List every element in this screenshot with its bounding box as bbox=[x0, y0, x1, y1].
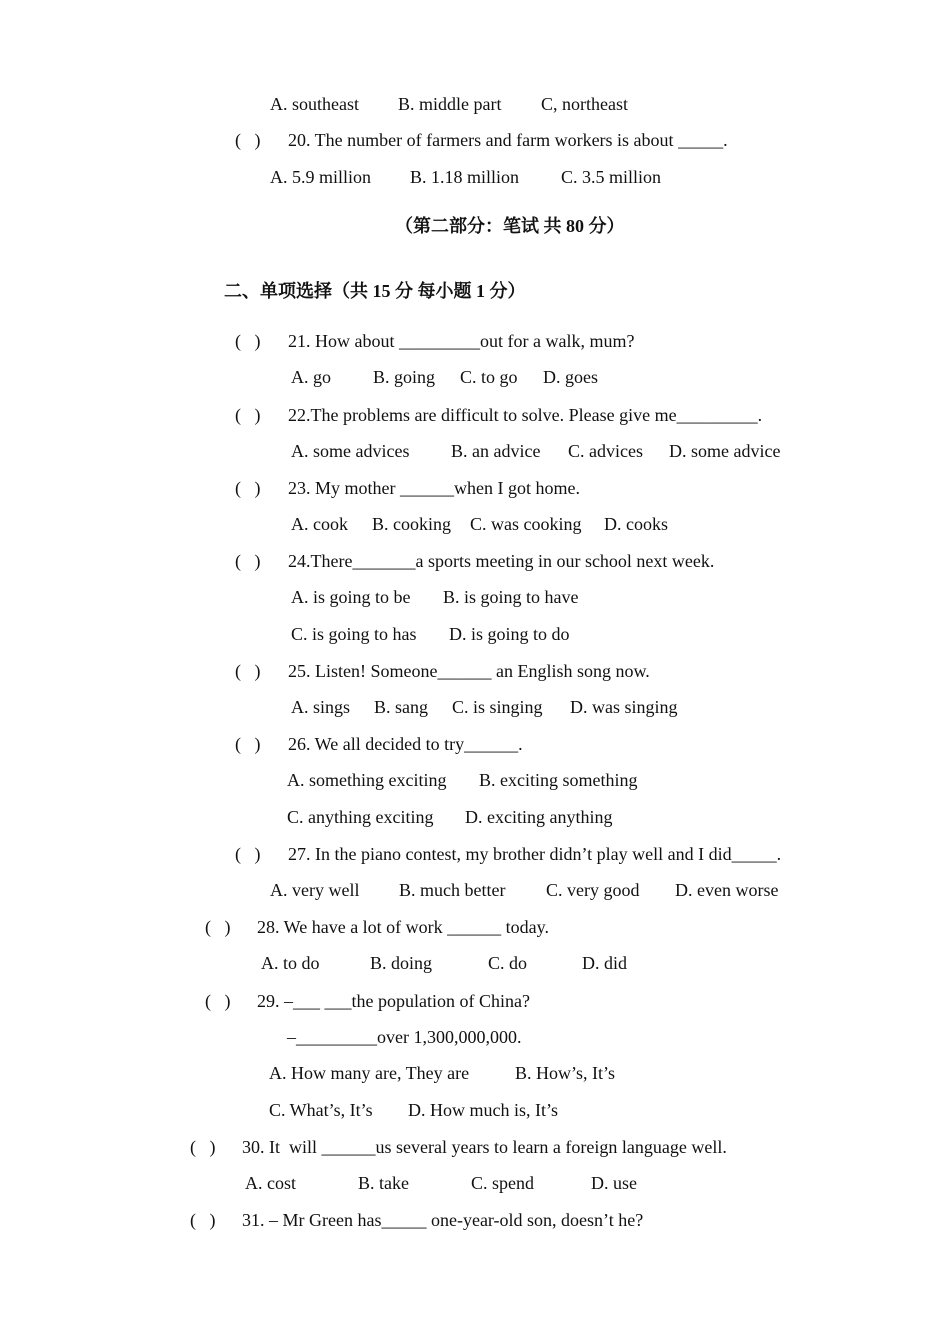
q30-question: 30. It will ______us several years to learn a foreign language well. bbox=[242, 1137, 727, 1157]
q21-option-a: A. go bbox=[291, 367, 331, 387]
q20-blank: _____ bbox=[678, 130, 724, 150]
q20-option-b: B. 1.18 million bbox=[410, 167, 520, 187]
q24-option-d: D. is going to do bbox=[449, 624, 570, 644]
q25-answer-paren: ( ) bbox=[235, 661, 261, 681]
q20-end: . bbox=[723, 130, 728, 150]
section-title: 二、单项选择（共 15 分 每小题 1 分） bbox=[224, 281, 526, 301]
q30-option-b: B. take bbox=[358, 1173, 409, 1193]
q25-option-b: B. sang bbox=[374, 697, 428, 717]
q22-option-c: C. advices bbox=[568, 441, 643, 461]
q19-option-c: C, northeast bbox=[541, 94, 628, 114]
q20-option-a: A. 5.9 million bbox=[270, 167, 372, 187]
q25-option-a: A. sings bbox=[291, 697, 351, 717]
q27-option-a: A. very well bbox=[270, 880, 360, 900]
q29-option-a: A. How many are, They are bbox=[269, 1063, 470, 1083]
q22-question: 22.The problems are difficult to solve. Please give me_________. bbox=[288, 405, 763, 425]
q20-stem: 20. The number of farmers and farm workers is about bbox=[288, 130, 679, 150]
q28-option-d: D. did bbox=[582, 953, 627, 973]
q23-option-a: A. cook bbox=[291, 514, 348, 534]
q20-answer-paren: ( ) bbox=[235, 130, 261, 150]
q24-answer-paren: ( ) bbox=[235, 551, 261, 571]
q29-answer-paren: ( ) bbox=[205, 991, 231, 1011]
q29-option-b: B. How’s, It’s bbox=[515, 1063, 616, 1083]
q27-question: 27. In the piano contest, my brother didn’t play well and I did_____. bbox=[288, 844, 782, 864]
q31-answer-paren: ( ) bbox=[190, 1210, 216, 1230]
q29-option-d: D. How much is, It’s bbox=[408, 1100, 558, 1120]
q29-question: 29. –___ ___the population of China? bbox=[257, 991, 530, 1011]
q21-answer-paren: ( ) bbox=[235, 331, 261, 351]
q26-question: 26. We all decided to try______. bbox=[288, 734, 523, 754]
q30-option-a: A. cost bbox=[245, 1173, 296, 1193]
q29-reply: –_________over 1,300,000,000. bbox=[287, 1027, 522, 1047]
q29-option-c: C. What’s, It’s bbox=[269, 1100, 373, 1120]
q25-option-c: C. is singing bbox=[452, 697, 543, 717]
q23-option-b: B. cooking bbox=[372, 514, 451, 534]
q30-option-d: D. use bbox=[591, 1173, 637, 1193]
q28-option-a: A. to do bbox=[261, 953, 320, 973]
q24-option-a: A. is going to be bbox=[291, 587, 411, 607]
q23-question: 23. My mother ______when I got home. bbox=[288, 478, 580, 498]
q23-answer-paren: ( ) bbox=[235, 478, 261, 498]
q23-option-c: C. was cooking bbox=[470, 514, 582, 534]
q19-option-b: B. middle part bbox=[398, 94, 502, 114]
q25-option-d: D. was singing bbox=[570, 697, 678, 717]
q28-option-b: B. doing bbox=[370, 953, 433, 973]
q28-question: 28. We have a lot of work ______ today. bbox=[257, 917, 549, 937]
q21-option-c: C. to go bbox=[460, 367, 518, 387]
q26-option-d: D. exciting anything bbox=[465, 807, 613, 827]
q20-question bbox=[288, 129, 728, 151]
q27-option-d: D. even worse bbox=[675, 880, 779, 900]
q23-option-d: D. cooks bbox=[604, 514, 668, 534]
part-title: （第二部分：笔试 共 80 分） bbox=[395, 216, 625, 236]
q22-option-d: D. some advice bbox=[669, 441, 781, 461]
q24-question: 24.There_______a sports meeting in our school next week. bbox=[288, 551, 715, 571]
q31-question: 31. – Mr Green has_____ one-year-old son, doesn’t he? bbox=[242, 1210, 644, 1230]
q22-option-a: A. some advices bbox=[291, 441, 410, 461]
q21-option-b: B. going bbox=[373, 367, 436, 387]
q26-option-b: B. exciting something bbox=[479, 770, 638, 790]
q24-option-b: B. is going to have bbox=[443, 587, 579, 607]
q22-option-b: B. an advice bbox=[451, 441, 541, 461]
q30-answer-paren: ( ) bbox=[190, 1137, 216, 1157]
q26-answer-paren: ( ) bbox=[235, 734, 261, 754]
q19-option-a: A. southeast bbox=[270, 94, 359, 114]
q22-answer-paren: ( ) bbox=[235, 405, 261, 425]
q28-answer-paren: ( ) bbox=[205, 917, 231, 937]
q26-option-a: A. something exciting bbox=[287, 770, 447, 790]
q26-option-c: C. anything exciting bbox=[287, 807, 434, 827]
q21-option-d: D. goes bbox=[543, 367, 598, 387]
q27-answer-paren: ( ) bbox=[235, 844, 261, 864]
q21-question: 21. How about _________out for a walk, mum? bbox=[288, 331, 635, 351]
q25-question: 25. Listen! Someone______ an English song now. bbox=[288, 661, 650, 681]
q20-option-c: C. 3.5 million bbox=[561, 167, 662, 187]
q24-option-c: C. is going to has bbox=[291, 624, 417, 644]
q28-option-c: C. do bbox=[488, 953, 528, 973]
q30-option-c: C. spend bbox=[471, 1173, 534, 1193]
q27-option-c: C. very good bbox=[546, 880, 640, 900]
q27-option-b: B. much better bbox=[399, 880, 506, 900]
